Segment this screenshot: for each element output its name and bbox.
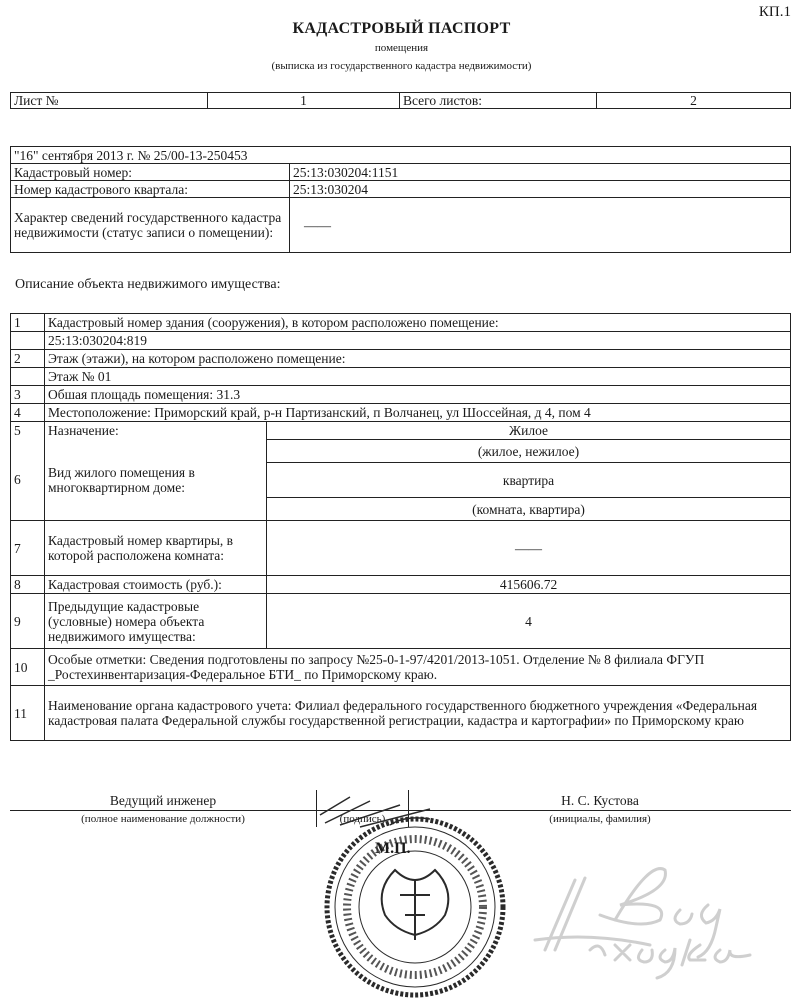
row-number: 9 xyxy=(11,594,45,649)
previous-numbers-label: Предыдущие кадастровые (условные) номера объекта недвижимого имущества: xyxy=(45,594,267,649)
building-number-label: Кадастровый номер здания (сооружения), в котором расположено помещение: xyxy=(45,314,791,332)
apartment-number-value: —— xyxy=(267,521,791,576)
cadastral-quarter-label: Номер кадастрового квартала: xyxy=(11,181,290,198)
floor-label: Этаж (этажи), на котором расположено помещение: xyxy=(45,350,791,368)
info-table xyxy=(10,146,791,253)
name-caption: (инициалы, фамилия) xyxy=(409,811,792,828)
dwelling-type-label: Вид жилого помещения в многоквартирном доме: xyxy=(45,440,267,521)
location-text: Местоположение: Приморский край, р-н Партизанский, п Волчанец, ул Шоссейная, д 4, пом 4 xyxy=(45,404,791,422)
row-number: 1 xyxy=(11,314,45,332)
table-row xyxy=(11,404,791,422)
table-row xyxy=(11,332,791,350)
purpose-hint: (жилое, нежилое) xyxy=(267,440,791,463)
position-title: Ведущий инженер xyxy=(10,790,317,811)
cadastral-quarter-value: 25:13:030204 xyxy=(290,181,791,198)
row-number: 6 xyxy=(11,440,45,521)
total-sheets-label: Всего листов: xyxy=(400,93,597,109)
form-code: КП.1 xyxy=(758,4,791,20)
date-and-number: "16" сентября 2013 г. № 25/00-13-250453 xyxy=(11,147,791,164)
table-row xyxy=(11,576,791,594)
table-row xyxy=(11,368,791,386)
cadastral-value: 415606.72 xyxy=(267,576,791,594)
official-seal-icon xyxy=(300,795,520,1000)
signer-name: Н. С. Кустова xyxy=(409,790,792,811)
stamp-label: М.П. xyxy=(375,840,411,857)
table-row xyxy=(11,314,791,332)
cadastral-value-label: Кадастровая стоимость (руб.): xyxy=(45,576,267,594)
document-subtitle-extract: (выписка из государственного кадастра недвижимости) xyxy=(271,60,532,72)
document-subtitle: помещения xyxy=(374,42,429,54)
sheet-table xyxy=(10,92,791,109)
special-notes: Особые отметки: Сведения подготовлены по запросу №25-0-1-97/4201/2013-1051. Отделение № 8 филиала ФГУП _Ростехинвентаризация-Федеральное БТИ_ по Приморскому краю. xyxy=(45,649,791,686)
purpose-value: Жилое xyxy=(267,422,791,440)
table-row xyxy=(11,521,791,576)
row-number: 7 xyxy=(11,521,45,576)
row-number: 8 xyxy=(11,576,45,594)
apartment-number-label: Кадастровый номер квартиры, в которой расположена комната: xyxy=(45,521,267,576)
dwelling-type-hint: (комната, квартира) xyxy=(267,498,791,521)
dwelling-type-value: квартира xyxy=(267,463,791,498)
floor-value: Этаж № 01 xyxy=(45,368,791,386)
table-row xyxy=(11,386,791,404)
table-row xyxy=(11,440,791,463)
record-status-value: —— xyxy=(290,198,791,253)
row-number: 10 xyxy=(11,649,45,686)
area-text: Обшая площадь помещения: 31.3 xyxy=(45,386,791,404)
record-status-label: Характер сведений государственного кадастра недвижимости (статус записи о помещении): xyxy=(11,198,290,253)
table-row xyxy=(11,422,791,440)
row-number: 4 xyxy=(11,404,45,422)
sheet-value: 1 xyxy=(208,93,400,109)
building-number-value: 25:13:030204:819 xyxy=(45,332,791,350)
table-row xyxy=(11,350,791,368)
watermark-logo-icon xyxy=(530,850,795,990)
cadastral-number-label: Кадастровый номер: xyxy=(11,164,290,181)
row-number: 2 xyxy=(11,350,45,368)
position-caption: (полное наименование должности) xyxy=(10,811,317,828)
table-row xyxy=(11,686,791,741)
description-table xyxy=(10,313,791,741)
total-sheets-value: 2 xyxy=(597,93,791,109)
table-row xyxy=(11,594,791,649)
row-number: 5 xyxy=(11,422,45,440)
registration-authority: Наименование органа кадастрового учета: Филиал федерального государственного бюджетного учреждения «Федеральная кадастровая палата Федеральной службы государственной регистрации, кадастра и картографии» по Приморскому краю xyxy=(45,686,791,741)
signature-caption: (подпись) xyxy=(317,811,409,828)
cadastral-number-value: 25:13:030204:1151 xyxy=(290,164,791,181)
purpose-label: Назначение: xyxy=(45,422,267,440)
document-title: КАДАСТРОВЫЙ ПАСПОРТ xyxy=(292,20,511,37)
row-number: 11 xyxy=(11,686,45,741)
previous-numbers-value: 4 xyxy=(267,594,791,649)
section-heading: Описание объекта недвижимого имущества: xyxy=(15,277,281,292)
sheet-label: Лист № xyxy=(11,93,208,109)
table-row xyxy=(11,649,791,686)
row-number: 3 xyxy=(11,386,45,404)
